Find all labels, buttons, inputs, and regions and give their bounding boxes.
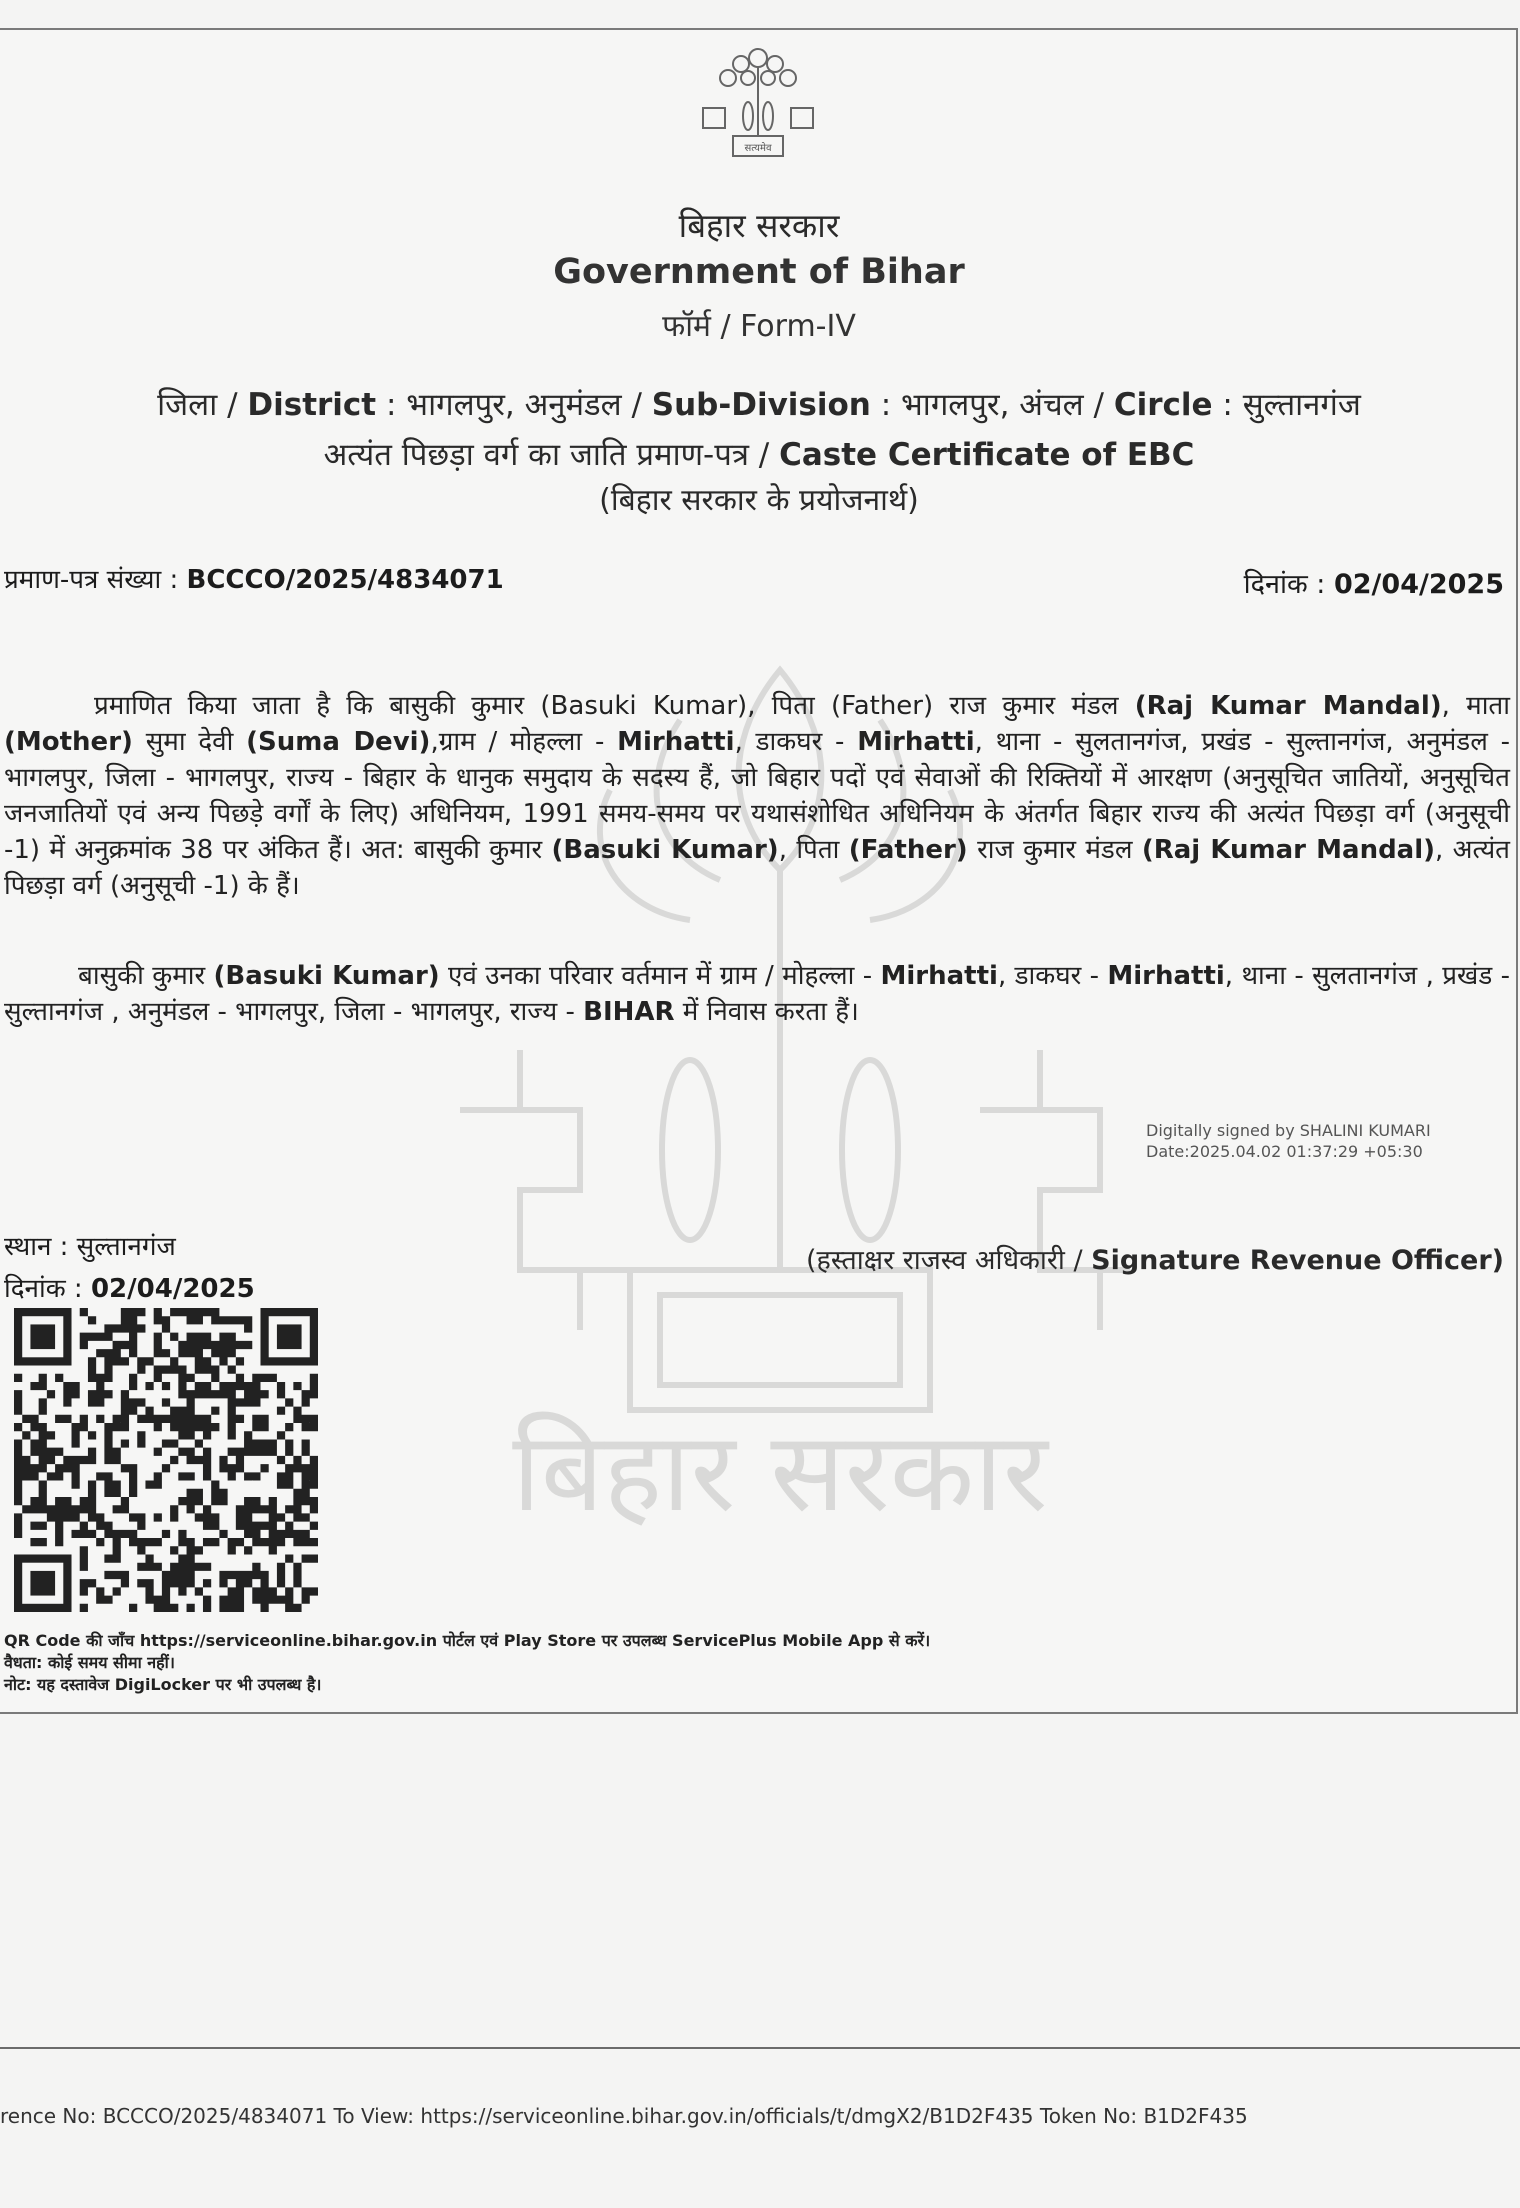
form-label: फॉर्म / Form-IV	[662, 309, 856, 344]
certificate-number: प्रमाण-पत्र संख्या : BCCCO/2025/4834071	[4, 565, 504, 595]
header-english-title: Government of Bihar	[553, 252, 965, 292]
place-label: स्थान : सुल्तानगंज	[4, 1232, 176, 1262]
certificate-body-paragraph-2: बासुकी कुमार (Basuki Kumar) एवं उनका परिवार वर्तमान में ग्राम / मोहल्ला - Mirhatti, डाकघर - Mirhatti, थाना - सुलतानगंज , प्रखंड - सुल्तानगंज , अनुमंडल - भागलपुर, जिला - भागलपुर, राज्य - BIHAR में निवास करता हैं।	[4, 961, 1511, 1027]
divider	[0, 2047, 1520, 2049]
certificate-date: दिनांक : 02/04/2025	[1243, 569, 1504, 600]
certificate-title: अत्यंत पिछड़ा वर्ग का जाति प्रमाण-पत्र / Caste Certificate of EBC	[323, 437, 1195, 473]
validity-note: वैधता: कोई समय सीमा नहीं।	[4, 1653, 175, 1672]
signature-revenue-officer: (हस्ताक्षर राजस्व अधिकारी / Signature Revenue Officer)	[805, 1245, 1504, 1276]
emblem-text: सत्यमेव	[744, 143, 772, 154]
reference-line[interactable]: rence No: BCCCO/2025/4834071 To View: https://serviceonline.bihar.gov.in/officials/t/dmgX2/B1D2F435 Token No: B1D2F435	[0, 2104, 1248, 2128]
certificate-sheet	[0, 28, 1518, 1714]
circle-label: Circle	[1113, 387, 1213, 423]
qr-finder-pattern	[265, 1312, 314, 1361]
digital-signature-block	[1146, 1120, 1431, 1162]
header-hindi-title: बिहार सरकार	[678, 206, 840, 245]
bihar-emblem-logo	[693, 36, 823, 166]
qr-code[interactable]	[14, 1308, 318, 1612]
digital-signature-date: Date:2025.04.02 01:37:29 +05:30	[1146, 1142, 1423, 1161]
issue-date: दिनांक : 02/04/2025	[4, 1274, 255, 1304]
place-date-block	[4, 1226, 255, 1310]
qr-finder-pattern	[18, 1559, 67, 1608]
watermark-text: बिहार सरकार	[512, 1408, 1048, 1536]
qr-finder-pattern	[18, 1312, 67, 1361]
qr-check-note: QR Code की जाँच https://serviceonline.bihar.gov.in पोर्टल एवं Play Store पर उपलब्ध ServicePlus Mobile App से करें।	[4, 1631, 931, 1650]
certificate-body-paragraph-1: प्रमाणित किया जाता है कि बासुकी कुमार (Basuki Kumar), पिता (Father) राज कुमार मंडल (Raj Kumar Mandal), माता (Mother) सुमा देवी (Suma Devi),ग्राम / मोहल्ला - Mirhatti, डाकघर - Mirhatti, थाना - सुलतानगंज, प्रखंड - सुल्तानगंज, अनुमंडल - भागलपुर, जिला - भागलपुर, राज्य - बिहार के धानुक समुदाय के सदस्य हैं, जो बिहार पदों एवं सेवाओं की रिक्तियों में आरक्षण (अनुसूचित जातियों, अनुसूचित जनजातियों एवं अन्य पिछड़े वर्गों के लिए) अधिनियम, 1991 समय-समय पर यथासंशोधित अधिनियम के अंतर्गत बिहार राज्य की अत्यंत पिछड़ा वर्ग (अनुसूची -1) में अनुक्रमांक 38 पर अंकित हैं। अत: बासुकी कुमार (Basuki Kumar), पिता (Father) राज कुमार मंडल (Raj Kumar Mandal), अत्यंत पिछड़ा वर्ग (अनुसूची -1) के हैं।	[4, 691, 1510, 901]
digital-signature-signer: Digitally signed by SHALINI KUMARI	[1146, 1121, 1431, 1140]
district-label: District	[247, 387, 377, 423]
location-line: जिला / District : भागलपुर, अनुमंडल / Sub-Division : भागलपुर, अंचल / Circle : सुल्तानगंज	[157, 387, 1361, 423]
subdivision-label: Sub-Division	[651, 387, 871, 423]
footnotes	[4, 1630, 930, 1696]
digilocker-note: नोट: यह दस्तावेज DigiLocker पर भी उपलब्ध है।	[4, 1675, 322, 1694]
certificate-purpose: (बिहार सरकार के प्रयोजनार्थ)	[599, 483, 919, 518]
